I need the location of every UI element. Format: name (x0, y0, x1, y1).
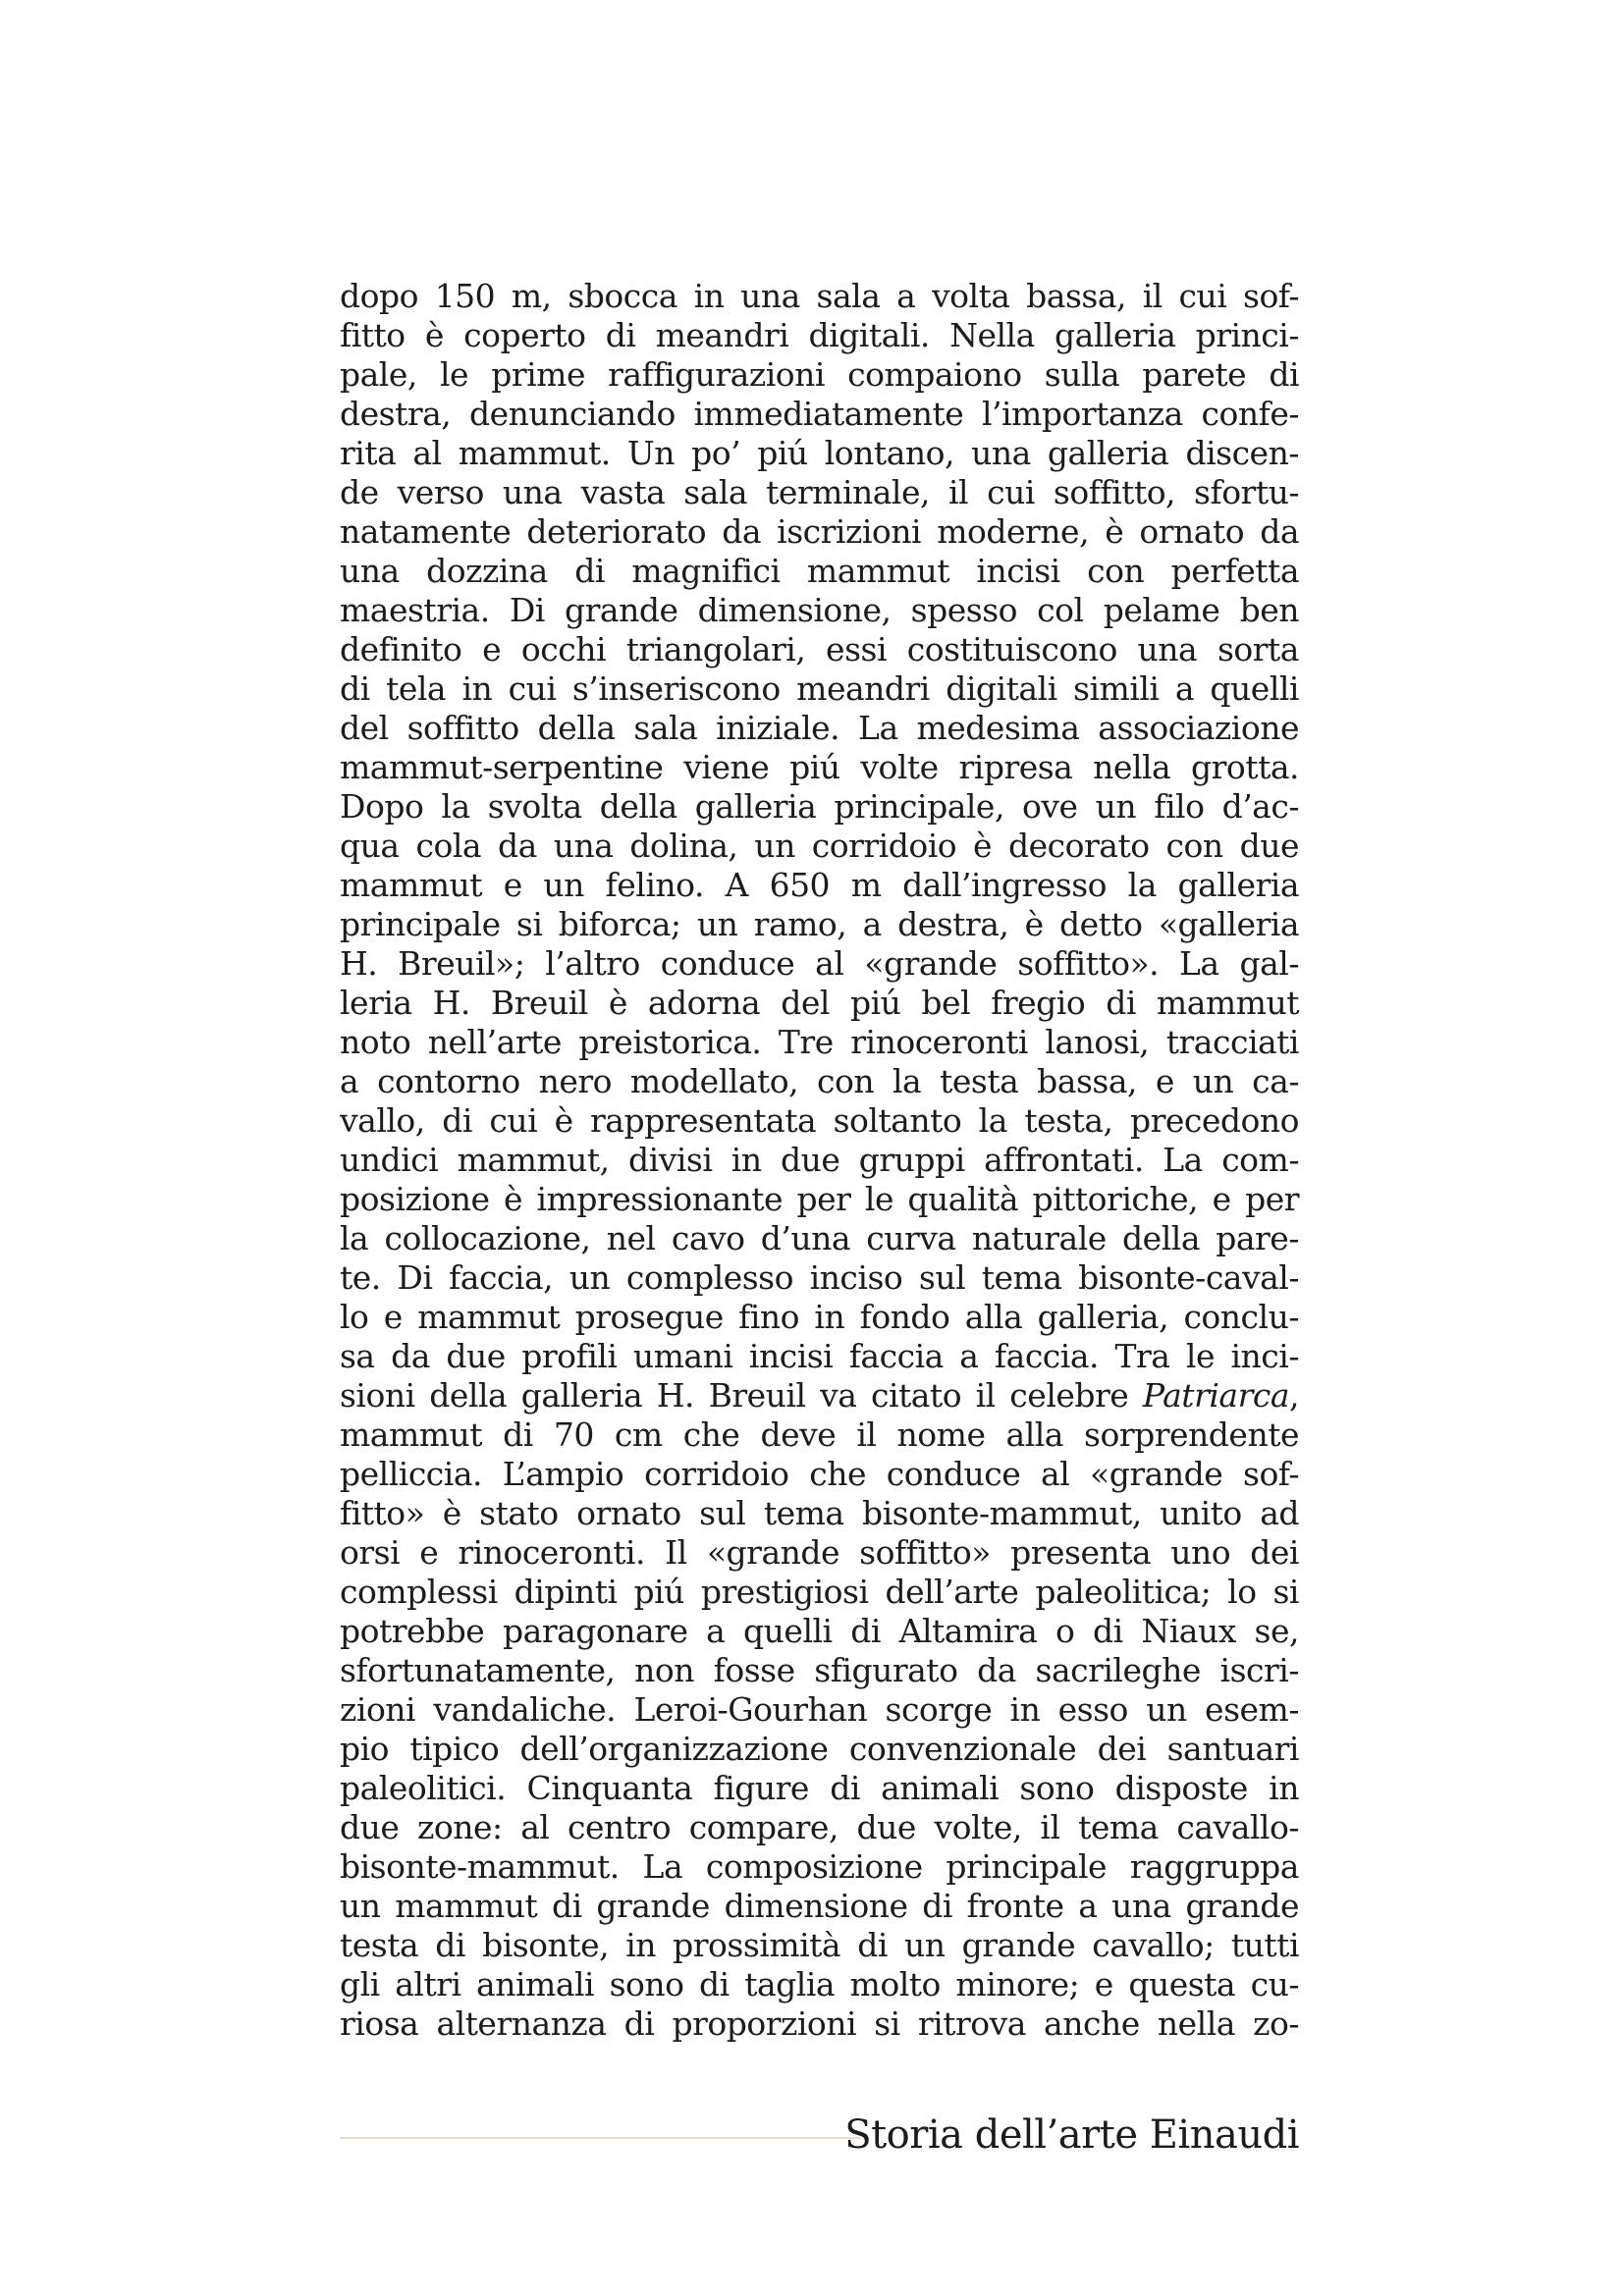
text-line: pio tipico dell’organizzazione convenzionale dei santuari (340, 1730, 1299, 1768)
text-line: H. Breuil»; l’altro conduce al «grande soffitto». La gal- (340, 944, 1299, 983)
text-line: leria H. Breuil è adorna del piú bel fregio di mammut (340, 984, 1299, 1022)
text-line: noto nell’arte preistorica. Tre rinoceronti lanosi, tracciati (340, 1023, 1299, 1061)
text-line: mammut-serpentine viene piú volte ripresa nella grotta. (340, 748, 1299, 786)
text-line: definito e occhi triangolari, essi costituiscono una sorta (340, 630, 1299, 668)
text-line: sa da due profili umani incisi faccia a faccia. Tra le inci- (340, 1337, 1299, 1375)
text-line: paleolitici. Cinquanta figure di animali sono disposte in (340, 1769, 1299, 1807)
text-line: riosa alternanza di proporzioni si ritrova anche nella zo- (340, 2004, 1299, 2043)
body-text (340, 277, 1299, 2044)
text-line: potrebbe paragonare a quelli di Altamira o di Niaux se, (340, 1612, 1299, 1650)
text-line: Dopo la svolta della galleria principale, ove un filo d’ac- (340, 787, 1299, 826)
text-line: dopo 150 m, sbocca in una sala a volta bassa, il cui sof- (340, 277, 1299, 315)
text-line: rita al mammut. Un po’ piú lontano, una galleria discen- (340, 434, 1299, 472)
text-line: te. Di faccia, un complesso inciso sul tema bisonte-caval- (340, 1258, 1299, 1297)
text-line: pale, le prime raffigurazioni compaiono sulla parete di (340, 355, 1299, 394)
text-line: bisonte-mammut. La composizione principale raggruppa (340, 1847, 1299, 1886)
text-line: del soffitto della sala iniziale. La medesima associazione (340, 709, 1299, 747)
text-line: principale si biforca; un ramo, a destra, è detto «galleria (340, 905, 1299, 943)
work-title: Patriarca (1142, 1376, 1289, 1415)
text-line: fitto» è stato ornato sul tema bisonte-mammut, unito ad (340, 1494, 1299, 1532)
footer-rule (340, 2137, 860, 2139)
text-line: de verso una vasta sala terminale, il cui soffitto, sfortu- (340, 473, 1299, 511)
text-line: natamente deteriorato da iscrizioni moderne, è ornato da (340, 512, 1299, 551)
text-line: mammut di 70 cm che deve il nome alla sorprendente (340, 1415, 1299, 1454)
text-line: gli altri animali sono di taglia molto minore; e questa cu- (340, 1965, 1299, 2003)
text-line: vallo, di cui è rappresentata soltanto la testa, precedono (340, 1101, 1299, 1140)
text-line: a contorno nero modellato, con la testa bassa, e un ca- (340, 1062, 1299, 1100)
text-line: sioni della galleria H. Breuil va citato il celebre Patriarca, (340, 1376, 1299, 1415)
text-line: posizione è impressionante per le qualità pittoriche, e per (340, 1180, 1299, 1218)
text-line: sfortunatamente, non fosse sfigurato da sacrileghe iscri- (340, 1651, 1299, 1689)
text-line: orsi e rinoceronti. Il «grande soffitto» presenta uno dei (340, 1533, 1299, 1572)
text-line: lo e mammut prosegue fino in fondo alla galleria, conclu- (340, 1298, 1299, 1336)
text-line: un mammut di grande dimensione di fronte a una grande (340, 1887, 1299, 1925)
text-line: due zone: al centro compare, due volte, il tema cavallo- (340, 1808, 1299, 1846)
text-line: mammut e un felino. A 650 m dall’ingresso la galleria (340, 866, 1299, 904)
text-line: qua cola da una dolina, un corridoio è decorato con due (340, 827, 1299, 865)
text-line: di tela in cui s’inseriscono meandri digitali simili a quelli (340, 669, 1299, 708)
footer-publication-title: Storia dell’arte Einaudi (844, 2112, 1299, 2158)
text-line: fitto è coperto di meandri digitali. Nella galleria princi- (340, 316, 1299, 354)
text-line: zioni vandaliche. Leroi-Gourhan scorge in esso un esem- (340, 1690, 1299, 1729)
page-footer (340, 2110, 1299, 2169)
text-line: testa di bisonte, in prossimità di un grande cavallo; tutti (340, 1926, 1299, 1964)
text-line: destra, denunciando immediatamente l’importanza confe- (340, 395, 1299, 433)
text-line: complessi dipinti piú prestigiosi dell’arte paleolitica; lo si (340, 1573, 1299, 1611)
text-line: pelliccia. L’ampio corridoio che conduce al «grande sof- (340, 1455, 1299, 1493)
text-line: undici mammut, divisi in due gruppi affrontati. La com- (340, 1141, 1299, 1179)
text-line: una dozzina di magnifici mammut incisi con perfetta (340, 552, 1299, 590)
text-line: maestria. Di grande dimensione, spesso col pelame ben (340, 591, 1299, 629)
text-line: la collocazione, nel cavo d’una curva naturale della pare- (340, 1219, 1299, 1257)
